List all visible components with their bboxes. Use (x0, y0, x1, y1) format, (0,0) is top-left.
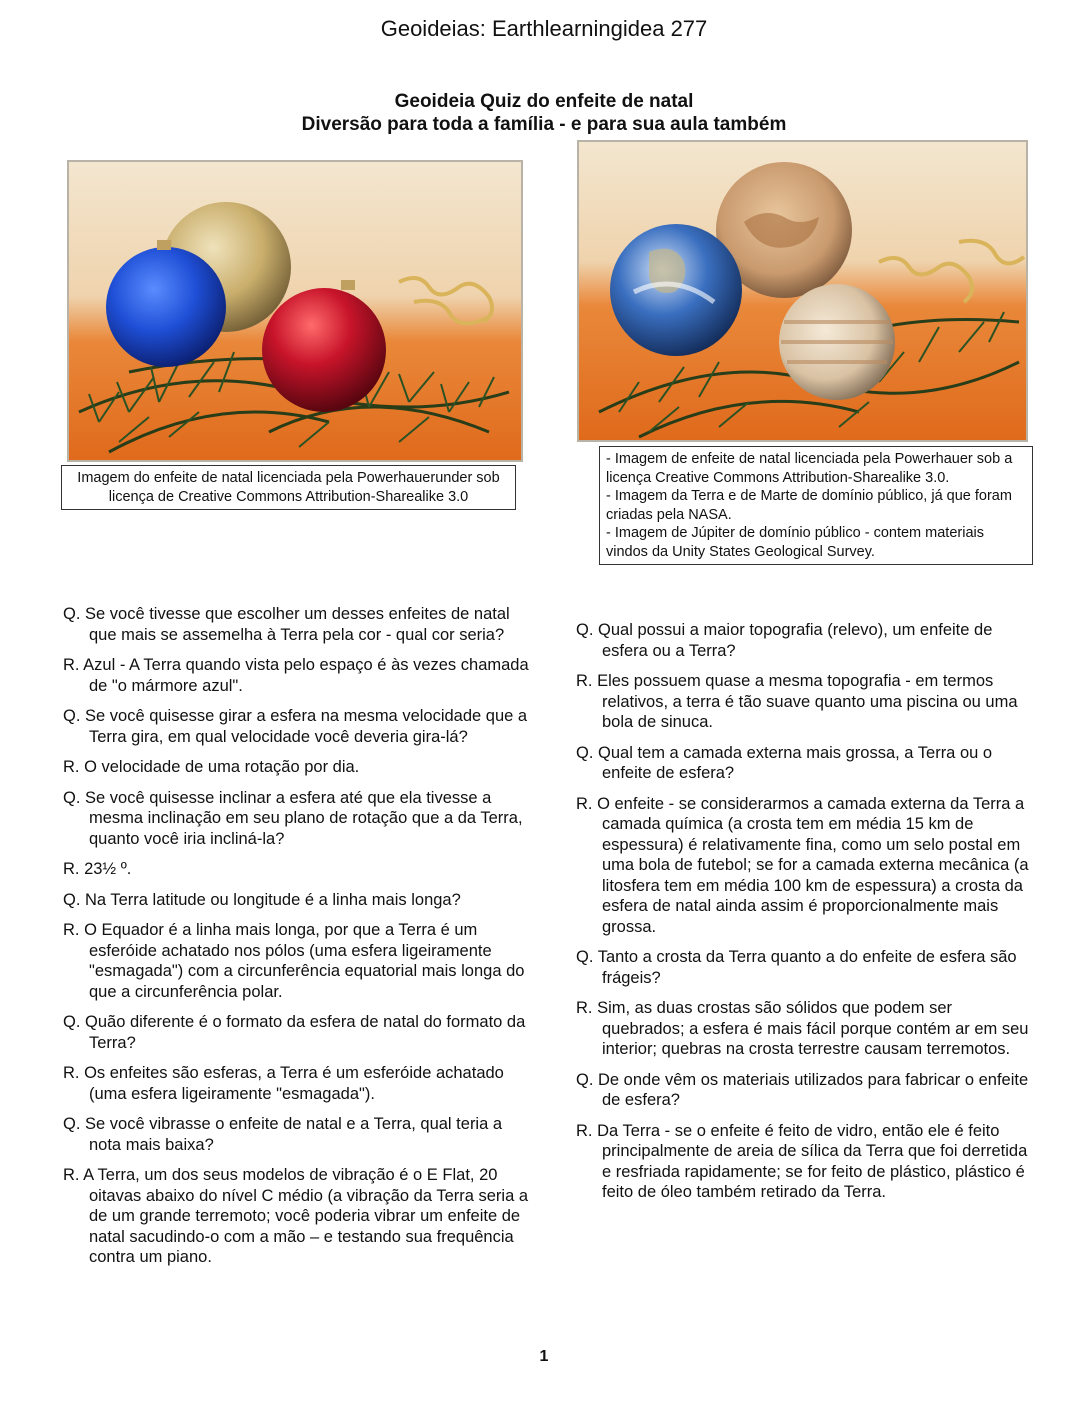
quiz-answer: R. Os enfeites são esferas, a Terra é um esferóide achatado (uma esfera ligeiramente "esmagada"). (63, 1064, 504, 1103)
left-image-credit: Imagem do enfeite de natal licenciada pela Powerhauerunder sob licença de Creative Commons Attribution-Sharealike 3.0 (61, 465, 516, 510)
right-image-credits (599, 446, 1033, 565)
planet-baubles-photo (577, 140, 1028, 442)
quiz-question: Q. Quão diferente é o formato da esfera de natal do formato da Terra? (63, 1013, 526, 1052)
page-header: Geoideias: Earthlearningidea 277 (380, 16, 708, 41)
quiz-question: Q. Na Terra latitude ou longitude é a linha mais longa? (63, 890, 461, 909)
quiz-question: Q. Qual possui a maior topografia (relevo), um enfeite de esfera ou a Terra? (576, 621, 993, 660)
title-line-1: Geoideia Quiz do enfeite de natal (394, 91, 694, 112)
quiz-right-column (576, 620, 1038, 1213)
quiz-answer: R. Eles possuem quase a mesma topografia - em termos relativos, a terra é tão suave quanto uma piscina ou uma bola de sinuca. (576, 672, 1018, 731)
quiz-answer: R. 23½ º. (63, 860, 132, 878)
quiz-question: Q. Se você quisesse girar a esfera na mesma velocidade que a Terra gira, em qual velocidade você deveria gira-lá? (63, 707, 528, 746)
page-number: 1 (539, 1348, 549, 1365)
christmas-baubles-photo (67, 160, 523, 462)
quiz-question: Q. Tanto a crosta da Terra quanto a do enfeite de esfera são frágeis? (576, 948, 1017, 987)
quiz-answer: R. O enfeite - se considerarmos a camada externa da Terra a camada química (a crosta tem em média 15 km de espessura) é relativamente fina, como um selo postal em uma bola de futebol; se for a camada externa mecânica (a litosfera tem em média 100 km de espessura) a crosta da esfera de natal ainda assim é proporcionalmente mais grossa. (576, 794, 1029, 936)
quiz-answer: R. O Equador é a linha mais longa, por que a Terra é um esferóide achatado nos pólos (uma esfera ligeiramente "esmagada") com a circunferência equatorial mais longa do que a circunferência polar. (63, 921, 525, 1001)
quiz-question: Q. Qual tem a camada externa mais grossa, a Terra ou o enfeite de esfera? (576, 743, 993, 782)
quiz-answer: R. Azul - A Terra quando vista pelo espaço é às vezes chamada de "o mármore azul". (63, 656, 529, 695)
credit-line: - Imagem de enfeite de natal licenciada pela Powerhauer sob a licença Creative Commons Attribution-Sharealike 3.0. (606, 451, 1013, 486)
quiz-question: Q. Se você quisesse inclinar a esfera até que ela tivesse a mesma inclinação em seu plano de rotação que a da Terra, quanto você iria incliná-la? (63, 788, 523, 848)
quiz-left-column (63, 604, 533, 1278)
quiz-question: Q. De onde vêm os materiais utilizados para fabricar o enfeite de esfera? (576, 1070, 1029, 1109)
quiz-question: Q. Se você tivesse que escolher um desses enfeites de natal que mais se assemelha à Terra pela cor - qual cor seria? (63, 605, 510, 644)
credit-line: - Imagem da Terra e de Marte de domínio público, já que foram criadas pela NASA. (606, 488, 1012, 523)
quiz-answer: R. A Terra, um dos seus modelos de vibração é o E Flat, 20 oitavas abaixo do nível C médio (a vibração da Terra seria a de um grande terremoto; você poderia vibrar um enfeite de natal sacudindo-o com a mão – e testando sua frequência contra um piano. (63, 1166, 529, 1266)
document-title (0, 90, 1088, 136)
quiz-question: Q. Se você vibrasse o enfeite de natal e a Terra, qual teria a nota mais baixa? (63, 1115, 503, 1154)
title-line-2: Diversão para toda a família - e para sua aula também (301, 114, 787, 135)
quiz-answer: R. Da Terra - se o enfeite é feito de vidro, então ele é feito principalmente de areia de sílica da Terra que foi derretida e resfriada rapidamente; se for feito de plástico, plástico é feito de óleo também retirado da Terra. (576, 1121, 1028, 1201)
quiz-answer: R. Sim, as duas crostas são sólidos que podem ser quebrados; a esfera é mais fácil porque contém ar em seu interior; quebras na crosta terrestre causam terremotos. (576, 999, 1029, 1058)
quiz-answer: R. O velocidade de uma rotação por dia. (63, 758, 360, 776)
credit-line: - Imagem de Júpiter de domínio público - contem materiais vindos da Unity States Geological Survey. (606, 525, 984, 560)
